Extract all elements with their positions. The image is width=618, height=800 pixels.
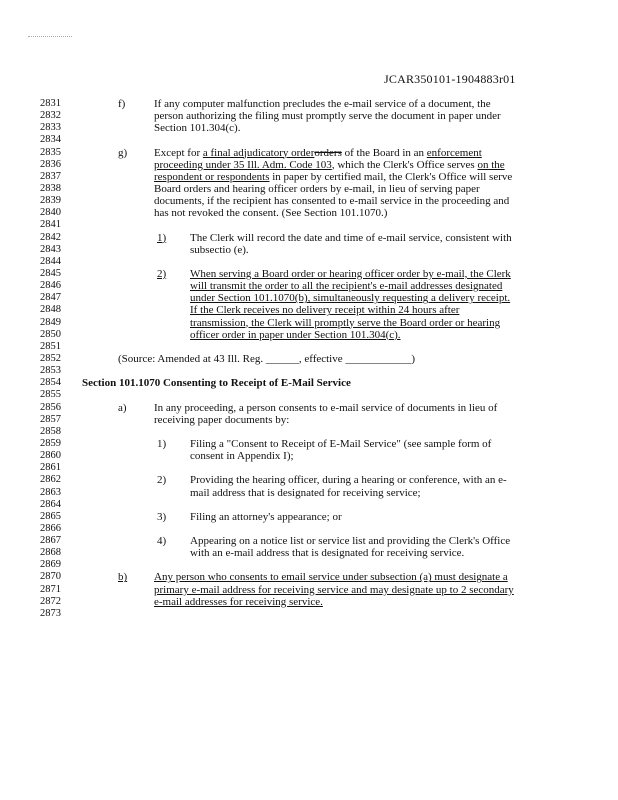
- line-text: [190, 292, 510, 304]
- line-text: [190, 535, 510, 547]
- line-number: 2863: [40, 486, 61, 498]
- line-text: [118, 353, 415, 365]
- line-number: 2870: [40, 571, 61, 583]
- document-line: [0, 571, 618, 583]
- document-line: [0, 232, 618, 244]
- text-segment: of the Board in an: [341, 146, 427, 159]
- inserted-text: under Section 101.1070(b), simultaneously requesting a delivery receipt.: [190, 292, 511, 305]
- document-line: [0, 535, 618, 547]
- line-number: 2831: [40, 98, 61, 109]
- inserted-text: enforcement: [426, 146, 482, 159]
- document-line: [0, 450, 618, 462]
- document-line: [0, 523, 618, 535]
- line-number: 2868: [40, 547, 61, 559]
- text-segment: Filing a "Consent to Receipt of E-Mail Service" (see sample form of: [190, 437, 492, 450]
- text-segment: Appearing on a notice list or service list and providing the Clerk's Office: [190, 535, 511, 548]
- document-line: [0, 219, 618, 231]
- document-line: [0, 377, 618, 389]
- line-number: 2859: [40, 437, 61, 449]
- item-label: 2): [157, 474, 167, 487]
- document-line: [0, 584, 618, 596]
- line-text: [154, 171, 512, 183]
- line-text: [190, 474, 507, 486]
- document-line: [0, 608, 618, 620]
- line-text: [190, 268, 511, 280]
- line-text: [190, 304, 459, 316]
- line-number: 2858: [40, 425, 61, 437]
- line-number: 2871: [40, 583, 61, 595]
- document-line: [0, 329, 618, 341]
- line-number: 2842: [40, 231, 61, 243]
- text-segment: Providing the hearing officer, during a hearing or conference, with an e-: [190, 474, 507, 487]
- text-segment: , which the Clerk's Office serves: [331, 158, 478, 171]
- inserted-text: officer order in paper under Section 101.304(c).: [190, 328, 401, 341]
- line-number: 2846: [40, 280, 61, 292]
- line-number: 2864: [40, 498, 61, 510]
- text-segment: mail address that is designated for receiving service;: [190, 486, 421, 499]
- line-text: [190, 487, 421, 499]
- document-line: [0, 547, 618, 559]
- document-line: [0, 122, 618, 134]
- item-label: f): [118, 98, 126, 110]
- line-number: 2836: [40, 158, 61, 170]
- line-number: 2848: [40, 304, 61, 316]
- document-line: [0, 207, 618, 219]
- document-line: [0, 596, 618, 608]
- document-line: [0, 353, 618, 365]
- line-text: [154, 207, 387, 219]
- line-number: 2852: [40, 352, 61, 364]
- item-label: g): [118, 146, 128, 159]
- line-number: 2855: [40, 389, 61, 401]
- document-line: [0, 317, 618, 329]
- line-number: 2845: [40, 267, 61, 279]
- line-numbered-body: [0, 98, 618, 620]
- line-text: [190, 244, 249, 256]
- text-segment: Section 101.304(c).: [154, 122, 241, 135]
- line-text: [154, 584, 514, 596]
- text-segment: person authorizing the filing must promptly serve the document in paper under: [154, 110, 501, 123]
- item-label: 1): [157, 231, 167, 244]
- line-number: 2843: [40, 243, 61, 255]
- line-number: 2856: [40, 401, 61, 413]
- inserted-text: If the Clerk receives no delivery receipt within 24 hours after: [190, 304, 460, 317]
- document-line: [0, 341, 618, 353]
- text-segment: with an e-mail address that is designated for receiving service.: [190, 547, 465, 560]
- line-number: 2849: [40, 316, 61, 328]
- line-number: 2869: [40, 559, 61, 571]
- document-line: [0, 365, 618, 377]
- inserted-text: Any person who consents to email service under subsection (a) must designate a: [154, 571, 508, 584]
- item-label: 1): [157, 437, 167, 450]
- line-number: 2850: [40, 328, 61, 340]
- document-line: [0, 389, 618, 401]
- text-segment: The Clerk will record the date and time of e-mail service, consistent with: [190, 231, 512, 244]
- document-line: [0, 438, 618, 450]
- document-line: [0, 183, 618, 195]
- line-text: [154, 98, 491, 110]
- item-label: a): [118, 401, 127, 414]
- document-line: [0, 171, 618, 183]
- deleted-text: orders: [314, 146, 342, 159]
- inserted-text: will transmit the order to all the recipient's e-mail addresses designated: [190, 280, 503, 293]
- line-number: 2838: [40, 182, 61, 194]
- line-number: 2832: [40, 110, 61, 122]
- line-text: [190, 547, 464, 559]
- line-number: 2854: [40, 377, 61, 389]
- line-number: 2833: [40, 122, 61, 134]
- line-text: [190, 450, 294, 462]
- line-text: [154, 402, 497, 414]
- line-number: 2857: [40, 413, 61, 425]
- line-number: 2872: [40, 595, 61, 607]
- line-number: 2840: [40, 207, 61, 219]
- document-line: [0, 159, 618, 171]
- line-text: [154, 122, 240, 134]
- line-number: 2862: [40, 474, 61, 486]
- line-number: 2867: [40, 535, 61, 547]
- document-line: [0, 511, 618, 523]
- document-line: [0, 304, 618, 316]
- item-label: 2): [157, 267, 167, 280]
- text-segment: Board orders and hearing officer orders by e-mail, in lieu of serving paper: [154, 182, 480, 195]
- text-segment: (Source: Amended at 43 Ill. Reg. ______, effective ____________): [118, 352, 416, 365]
- inserted-text: When serving a Board order or hearing officer order by e-mail, the Clerk: [190, 267, 511, 280]
- text-segment: In any proceeding, a person consents to e-mail service of documents in lieu of: [154, 401, 498, 414]
- line-text: [190, 280, 502, 292]
- document-id: JCAR350101-1904883r01: [384, 72, 516, 86]
- text-segment: If any computer malfunction precludes the e-mail service of a document, the: [154, 98, 491, 110]
- line-number: 2851: [40, 340, 61, 352]
- document-line: [0, 474, 618, 486]
- line-number: 2837: [40, 170, 61, 182]
- line-number: 2839: [40, 195, 61, 207]
- text-segment: Except for: [154, 146, 203, 159]
- line-number: 2865: [40, 510, 61, 522]
- line-number: 2861: [40, 462, 61, 474]
- document-line: [0, 462, 618, 474]
- inserted-text: on the: [477, 158, 505, 171]
- text-segment: consent in Appendix I);: [190, 450, 294, 463]
- inserted-text: proceeding under 35 Ill. Adm. Code 103: [154, 158, 332, 171]
- document-line: [0, 256, 618, 268]
- document-line: [0, 147, 618, 159]
- text-segment: has not revoked the consent. (See Section 101.1070.): [154, 207, 388, 220]
- line-number: 2847: [40, 292, 61, 304]
- line-number: 2860: [40, 450, 61, 462]
- item-label: 3): [157, 510, 167, 523]
- document-line: [0, 414, 618, 426]
- text-segment: in paper by certified mail, the Clerk's Office will serve: [269, 170, 513, 183]
- line-text: [154, 183, 480, 195]
- item-label: b): [118, 571, 128, 584]
- line-number: 2866: [40, 522, 61, 534]
- line-text: [154, 414, 289, 426]
- document-line: [0, 499, 618, 511]
- item-label: 4): [157, 535, 167, 548]
- document-line: [0, 244, 618, 256]
- line-text: [154, 147, 482, 159]
- document-line: [0, 280, 618, 292]
- line-number: 2873: [40, 607, 61, 619]
- text-segment: documents, if the recipient has consented to e-mail service in the proceeding and: [154, 195, 510, 208]
- text-segment: Filing an attorney's appearance; or: [190, 510, 342, 523]
- document-line: [0, 487, 618, 499]
- line-text: [154, 596, 323, 608]
- line-text: [82, 377, 351, 389]
- inserted-text: transmission, the Clerk will promptly serve the Board order or hearing: [190, 316, 501, 329]
- inserted-text: e-mail addresses for receiving service.: [154, 595, 323, 608]
- line-text: [190, 329, 401, 341]
- line-number: 2835: [40, 146, 61, 158]
- line-text: [154, 571, 508, 583]
- line-number: 2844: [40, 255, 61, 267]
- document-line: [0, 98, 618, 110]
- line-text: [190, 317, 500, 329]
- line-text: [190, 438, 491, 450]
- document-line: [0, 402, 618, 414]
- line-text: [154, 110, 501, 122]
- document-line: [0, 268, 618, 280]
- document-line: [0, 110, 618, 122]
- document-line: [0, 559, 618, 571]
- text-segment: Section 101.1070 Consenting to Receipt of E-Mail Service: [82, 377, 351, 390]
- inserted-text: a final adjudicatory order: [202, 146, 315, 159]
- inserted-text: respondent or respondents: [154, 170, 270, 183]
- document-line: [0, 195, 618, 207]
- scan-artifact: [28, 36, 72, 39]
- line-number: 2834: [40, 134, 61, 146]
- text-segment: subsectio (e).: [190, 243, 249, 256]
- line-number: 2841: [40, 219, 61, 231]
- line-text: [190, 232, 512, 244]
- document-line: [0, 426, 618, 438]
- document-line: [0, 292, 618, 304]
- document-line: [0, 134, 618, 146]
- line-text: [154, 195, 509, 207]
- line-text: [154, 159, 505, 171]
- text-segment: receiving paper documents by:: [154, 413, 290, 426]
- line-text: [190, 511, 342, 523]
- line-number: 2853: [40, 365, 61, 377]
- inserted-text: primary e-mail address for receiving service and may designate up to 2 secondary: [154, 583, 514, 596]
